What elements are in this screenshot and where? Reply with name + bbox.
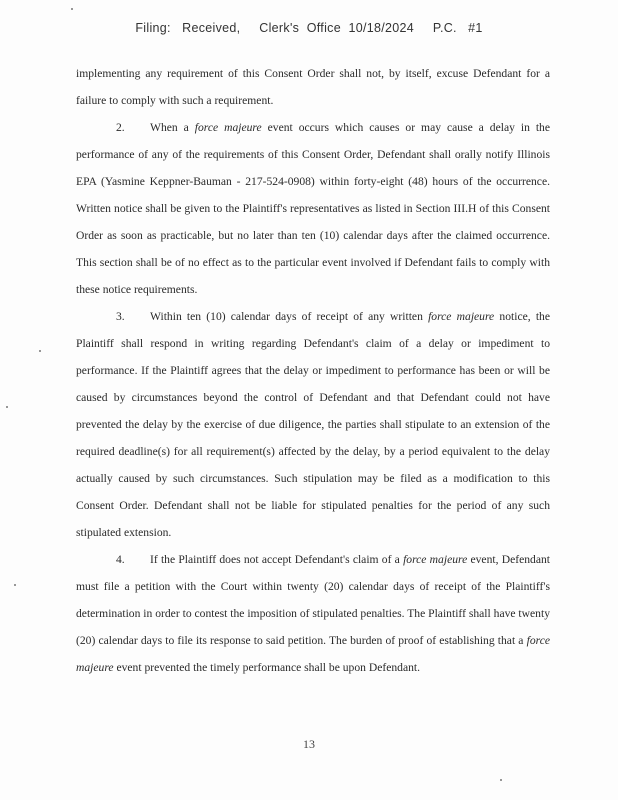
paragraph-continuation — [76, 60, 550, 114]
paragraph-number: 4. — [116, 553, 125, 566]
italic-term: force majeure — [403, 553, 468, 566]
paragraph-text-pre: If the Plaintiff does not accept Defendant's claim of a — [150, 553, 404, 566]
paragraph-text-post: event occurs which causes or may cause a delay in the performance of any of the requirements of this Consent Order, Defendant shall orally notify Illinois EPA (Yasmine Keppner-Bauman - 217-524-0908) within forty-eight (48) hours of the occurrence. Written notice shall be given to the Plaintiff's representatives as listed in Section III.H of this Consent Order as soon as practicable, but no later than ten (10) calendar days after the claimed occurrence. This section shall be of no effect as to the particular event involved if Defendant fails to comply with these notice requirements. — [76, 121, 550, 296]
filing-stamp-header: Filing: Received, Clerk's Office 10/18/2024 P.C. #1 — [135, 21, 483, 35]
paragraph-text-post: event prevented the timely performance shall be upon Defendant. — [113, 661, 421, 674]
paragraph-3 — [76, 303, 550, 546]
scan-speck — [6, 406, 8, 408]
paragraph-text: implementing any requirement of this Consent Order shall not, by itself, excuse Defendant for a failure to comply with such a requirement. — [76, 67, 550, 107]
paragraph-text-post: notice, the Plaintiff shall respond in writing regarding Defendant's claim of a delay or impediment to performance. If the Plaintiff agrees that the delay or impediment to performance has been or will be caused by circumstances beyond the control of Defendant and that Defendant could not have prevented the delay by the exercise of due diligence, the parties shall stipulate to an extension of the required deadline(s) for all requirement(s) affected by the delay, by a period equivalent to the delay actually caused by such circumstances. Such stipulation may be filed as a modification to this Consent Order. Defendant shall not be liable for stipulated penalties for the period of any such stipulated extension. — [76, 310, 550, 539]
italic-term: force majeure — [194, 121, 262, 134]
italic-term: force majeure — [428, 310, 495, 323]
paragraph-4 — [76, 546, 550, 681]
document-body — [76, 60, 550, 681]
page-number: 13 — [303, 737, 315, 751]
scan-speck — [14, 584, 16, 586]
paragraph-number: 2. — [116, 121, 125, 134]
paragraph-text-pre: When a — [150, 121, 195, 134]
scan-speck — [39, 350, 41, 352]
paragraph-number: 3. — [116, 310, 125, 323]
paragraph-2 — [76, 114, 550, 303]
scan-speck — [500, 779, 502, 781]
italic-term: force majeure — [76, 634, 550, 674]
scan-speck — [71, 8, 73, 10]
paragraph-text-post: event, Defendant must file a petition with the Court within twenty (20) calendar days of receipt of the Plaintiff's determination in order to contest the imposition of stipulated penalties. The Plaintiff shall have twenty (20) calendar days to file its response to said petition. The burden of proof of establishing that a — [76, 553, 550, 647]
paragraph-text-pre: Within ten (10) calendar days of receipt of any written — [150, 310, 429, 323]
